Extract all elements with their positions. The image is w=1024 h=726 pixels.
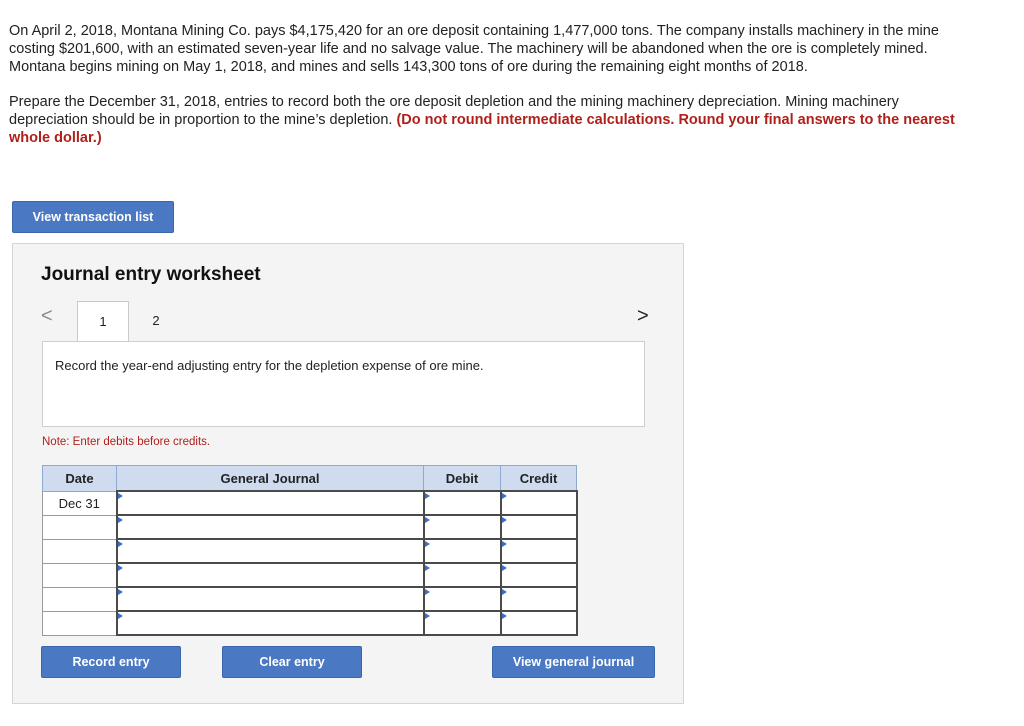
chevron-left-icon[interactable]: <: [41, 305, 53, 327]
journal-table: [42, 465, 578, 636]
problem-paragraph-1: On April 2, 2018, Montana Mining Co. pays $4,175,420 for an ore deposit containing 1,477,000 tons. The company installs machinery in the mine costing $201,600, with an estimated seven-year life and no salvage value. The machinery will be abandoned when the ore is completely mined. Montana begins mining on May 1, 2018, and mines and sells 143,300 tons of ore during the remaining eight months of 2018.: [9, 23, 939, 75]
table-row: [43, 515, 577, 539]
table-row: [43, 563, 577, 587]
credit-input[interactable]: [501, 515, 577, 539]
date-cell: Dec 31: [43, 491, 117, 515]
clear-entry-button[interactable]: Clear entry: [222, 646, 362, 678]
date-cell: [43, 611, 117, 635]
credit-input[interactable]: [501, 491, 577, 515]
journal-header-row: [43, 466, 577, 492]
credit-input[interactable]: [501, 563, 577, 587]
debit-input[interactable]: [424, 587, 501, 611]
rounding-instruction: (Do not round intermediate calculations. Round your final answers to the nearest whole dollar.): [9, 112, 955, 146]
problem-paragraph-2: [9, 93, 969, 147]
account-input[interactable]: [117, 539, 424, 563]
table-row: [43, 539, 577, 563]
account-input[interactable]: [117, 515, 424, 539]
worksheet-title: Journal entry worksheet: [41, 264, 261, 285]
debit-input[interactable]: [424, 563, 501, 587]
credit-input[interactable]: [501, 539, 577, 563]
debit-input[interactable]: [424, 539, 501, 563]
chevron-right-icon[interactable]: >: [637, 305, 649, 327]
date-cell: [43, 515, 117, 539]
account-input[interactable]: [117, 611, 424, 635]
tab-entry-1[interactable]: 1: [77, 301, 129, 342]
header-debit: Debit: [424, 466, 501, 492]
debit-input[interactable]: [424, 491, 501, 515]
entry-instruction-text: Record the year-end adjusting entry for the depletion expense of ore mine.: [55, 358, 484, 373]
view-general-journal-button[interactable]: View general journal: [492, 646, 655, 678]
problem-statement: [9, 22, 969, 147]
journal-entry-worksheet: [12, 243, 684, 704]
tab-entry-2[interactable]: 2: [152, 313, 160, 328]
account-input[interactable]: [117, 563, 424, 587]
entry-instruction-box: [42, 341, 645, 427]
debit-input[interactable]: [424, 515, 501, 539]
account-input[interactable]: [117, 587, 424, 611]
date-cell: [43, 563, 117, 587]
credit-input[interactable]: [501, 611, 577, 635]
header-general-journal: General Journal: [117, 466, 424, 492]
date-cell: [43, 539, 117, 563]
date-cell: [43, 587, 117, 611]
view-transaction-list-button[interactable]: View transaction list: [12, 201, 174, 233]
record-entry-button[interactable]: Record entry: [41, 646, 181, 678]
table-row: [43, 587, 577, 611]
credit-input[interactable]: [501, 587, 577, 611]
problem-instructions: Prepare the December 31, 2018, entries to record both the ore deposit depletion and the mining machinery depreciation. Mining machinery depreciation should be in proportion to the mine’s depletion.: [9, 94, 899, 128]
debit-input[interactable]: [424, 611, 501, 635]
table-row: [43, 491, 577, 515]
header-credit: Credit: [501, 466, 577, 492]
debits-note: Note: Enter debits before credits.: [42, 436, 211, 448]
account-input[interactable]: [117, 491, 424, 515]
table-row: [43, 611, 577, 635]
header-date: Date: [43, 466, 117, 492]
